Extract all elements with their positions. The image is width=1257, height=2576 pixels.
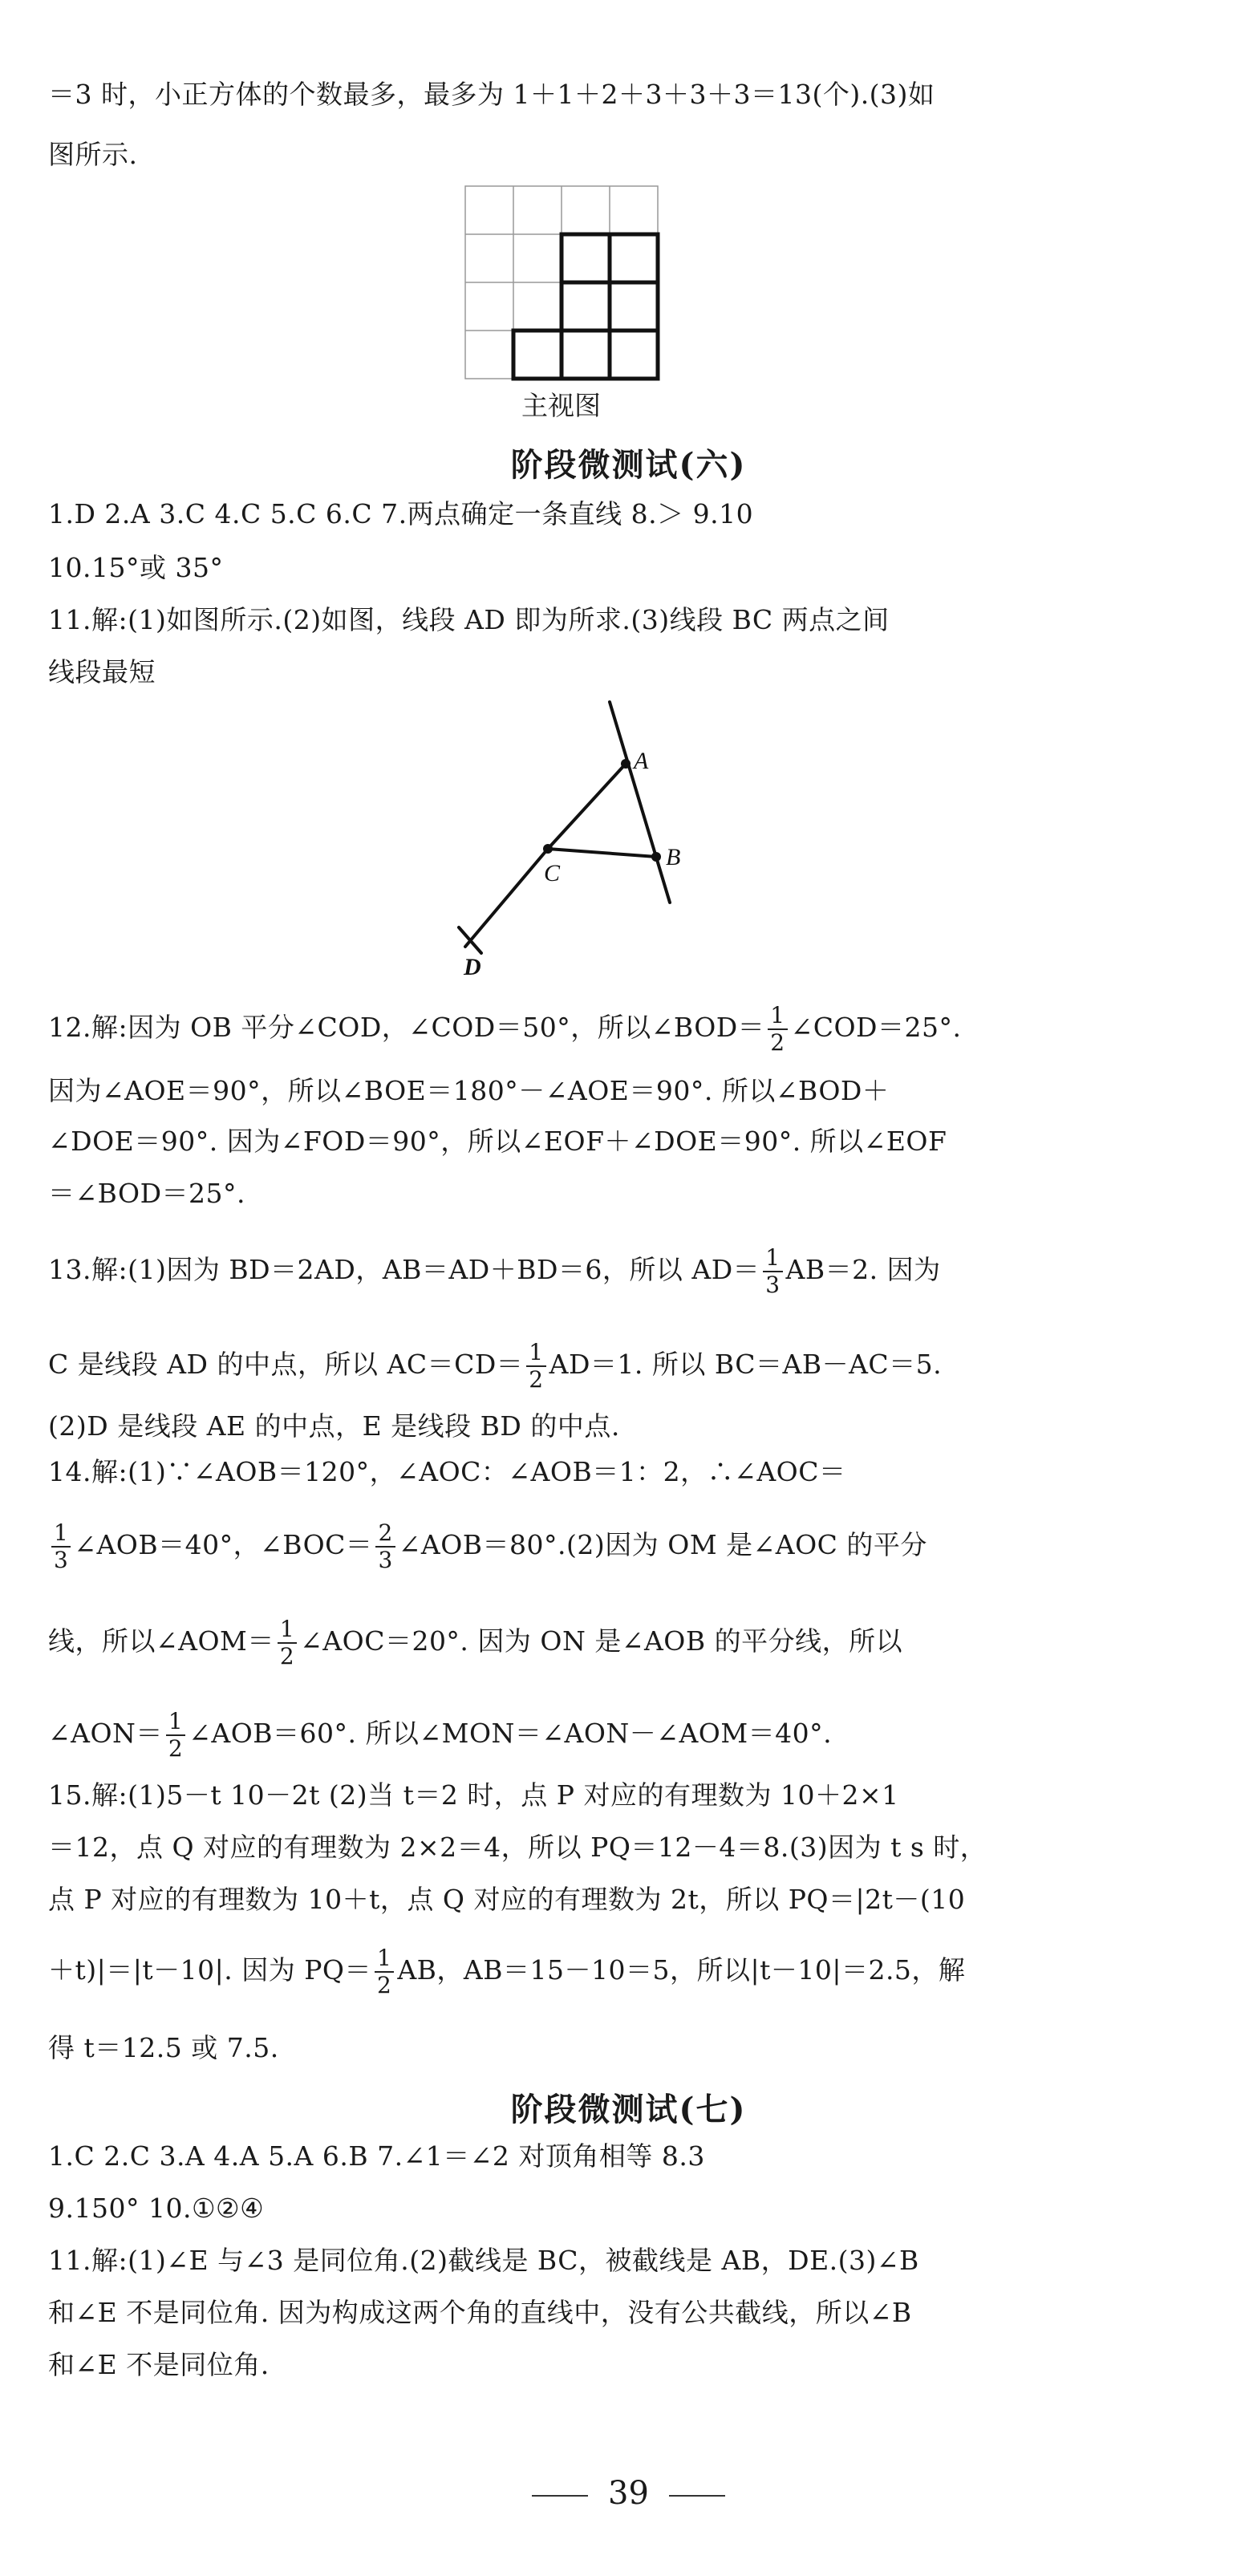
question-14-text bbox=[48, 1709, 1203, 1762]
divider bbox=[532, 2495, 588, 2497]
question-15-text bbox=[48, 1945, 1203, 1998]
point-label-d: D bbox=[464, 954, 481, 979]
divider bbox=[669, 2495, 725, 2497]
question-11-text: 和∠E 不是同位角. bbox=[48, 2349, 270, 2380]
denominator: 3 bbox=[54, 1547, 69, 1573]
text-run: ∠AOC＝20°. 因为 ON 是∠AOB 的平分线，所以 bbox=[300, 1625, 903, 1657]
numerator: 1 bbox=[51, 1520, 71, 1548]
front-view-grid-figure bbox=[464, 185, 664, 385]
question-11-text: 线段最短 bbox=[48, 656, 156, 688]
text-run: 线，所以∠AOM＝ bbox=[48, 1625, 274, 1657]
text-run: ∠AOB＝80°.(2)因为 OM 是∠AOC 的平分 bbox=[398, 1529, 927, 1560]
text-run: AB＝2. 因为 bbox=[785, 1254, 941, 1285]
fraction bbox=[526, 1340, 545, 1393]
line-segment-figure bbox=[441, 698, 706, 979]
question-15-text: 点 P 对应的有理数为 10＋t，点 Q 对应的有理数为 2t，所以 PQ＝|2t－(10 bbox=[48, 1884, 966, 1915]
fraction bbox=[375, 1520, 395, 1573]
numerator: 1 bbox=[166, 1709, 185, 1736]
question-13-text bbox=[48, 1245, 1203, 1298]
text-run: ∠AOB＝40°，∠BOC＝ bbox=[74, 1529, 373, 1560]
fraction bbox=[51, 1520, 71, 1573]
question-12-text bbox=[48, 1003, 1203, 1056]
denominator: 2 bbox=[279, 1643, 295, 1669]
question-12-text: ＝∠BOD＝25°. bbox=[48, 1178, 246, 1209]
fraction bbox=[768, 1003, 787, 1056]
answer-line: 9.150° 10.①②④ bbox=[48, 2193, 265, 2224]
denominator: 2 bbox=[770, 1029, 785, 1056]
text-line: ＝3 时，小正方体的个数最多，最多为 1＋1＋2＋3＋3＋3＝13(个).(3)如 bbox=[48, 79, 935, 110]
numerator: 1 bbox=[768, 1003, 787, 1030]
text-line: 图所示. bbox=[48, 139, 138, 170]
question-13-text: (2)D 是线段 AE 的中点，E 是线段 BD 的中点. bbox=[48, 1410, 620, 1442]
section-title: 阶段微测试(六) bbox=[510, 446, 747, 484]
point-label-a: A bbox=[634, 748, 649, 774]
numerator: 1 bbox=[278, 1617, 297, 1644]
numerator: 1 bbox=[763, 1245, 782, 1272]
fraction bbox=[375, 1945, 394, 1998]
denominator: 2 bbox=[168, 1735, 184, 1762]
text-run: AB，AB＝15－10＝5，所以|t－10|＝2.5，解 bbox=[397, 1954, 966, 1986]
answer-line: 10.15°或 35° bbox=[48, 552, 224, 583]
denominator: 3 bbox=[378, 1547, 393, 1573]
question-12-text: 因为∠AOE＝90°，所以∠BOE＝180°－∠AOE＝90°. 所以∠BOD＋ bbox=[48, 1075, 890, 1106]
denominator: 2 bbox=[376, 1972, 392, 1998]
question-15-text: 得 t＝12.5 或 7.5. bbox=[48, 2032, 279, 2063]
text-run: ＋t)|＝|t－10|. 因为 PQ＝ bbox=[48, 1954, 371, 1986]
section-title: 阶段微测试(七) bbox=[510, 2091, 747, 2128]
numerator: 2 bbox=[375, 1520, 395, 1548]
page-number bbox=[0, 2475, 1257, 2512]
text-run: ∠COD＝25°. bbox=[790, 1012, 962, 1043]
numerator: 1 bbox=[526, 1340, 545, 1367]
figure-caption: 主视图 bbox=[521, 390, 601, 421]
text-run: ∠AON＝ bbox=[48, 1718, 163, 1749]
text-run: C 是线段 AD 的中点，所以 AC＝CD＝ bbox=[48, 1349, 524, 1380]
fraction bbox=[763, 1245, 782, 1298]
point-label-c: C bbox=[544, 860, 561, 886]
question-15-text: 15.解:(1)5－t 10－2t (2)当 t＝2 时，点 P 对应的有理数为 10＋2×1 bbox=[48, 1779, 899, 1811]
question-11-text: 11.解:(1)∠E 与∠3 是同位角.(2)截线是 BC，被截线是 AB，DE.(3)∠B bbox=[48, 2245, 919, 2276]
page-number-value: 39 bbox=[608, 2475, 649, 2512]
numerator: 1 bbox=[375, 1945, 394, 1973]
text-run: 12.解:因为 OB 平分∠COD，∠COD＝50°，所以∠BOD＝ bbox=[48, 1012, 765, 1043]
denominator: 3 bbox=[765, 1272, 781, 1298]
answer-line: 1.C 2.C 3.A 4.A 5.A 6.B 7.∠1＝∠2 对顶角相等 8.3 bbox=[48, 2140, 705, 2172]
question-13-text bbox=[48, 1340, 1203, 1393]
denominator: 2 bbox=[529, 1366, 544, 1393]
question-14-text bbox=[48, 1617, 1203, 1669]
text-run: 13.解:(1)因为 BD＝2AD，AB＝AD＋BD＝6，所以 AD＝ bbox=[48, 1254, 760, 1285]
answer-line: 1.D 2.A 3.C 4.C 5.C 6.C 7.两点确定一条直线 8.＞ 9.10 bbox=[48, 498, 754, 529]
question-14-text bbox=[48, 1520, 1203, 1573]
fraction bbox=[278, 1617, 297, 1669]
question-15-text: ＝12，点 Q 对应的有理数为 2×2＝4，所以 PQ＝12－4＝8.(3)因为 t s 时， bbox=[48, 1832, 987, 1863]
question-11-text: 和∠E 不是同位角. 因为构成这两个角的直线中，没有公共截线，所以∠B bbox=[48, 2297, 912, 2328]
fraction bbox=[166, 1709, 185, 1762]
text-run: AD＝1. 所以 BC＝AB－AC＝5. bbox=[549, 1349, 943, 1380]
point-label-b: B bbox=[666, 844, 681, 870]
question-12-text: ∠DOE＝90°. 因为∠FOD＝90°，所以∠EOF＋∠DOE＝90°. 所以∠EOF bbox=[48, 1126, 947, 1157]
text-run: ∠AOB＝60°. 所以∠MON＝∠AON－∠AOM＝40°. bbox=[189, 1718, 833, 1749]
question-14-text: 14.解:(1)∵∠AOB＝120°，∠AOC：∠AOB＝1：2，∴∠AOC＝ bbox=[48, 1456, 846, 1487]
question-11-text: 11.解:(1)如图所示.(2)如图，线段 AD 即为所求.(3)线段 BC 两点之间 bbox=[48, 604, 890, 635]
